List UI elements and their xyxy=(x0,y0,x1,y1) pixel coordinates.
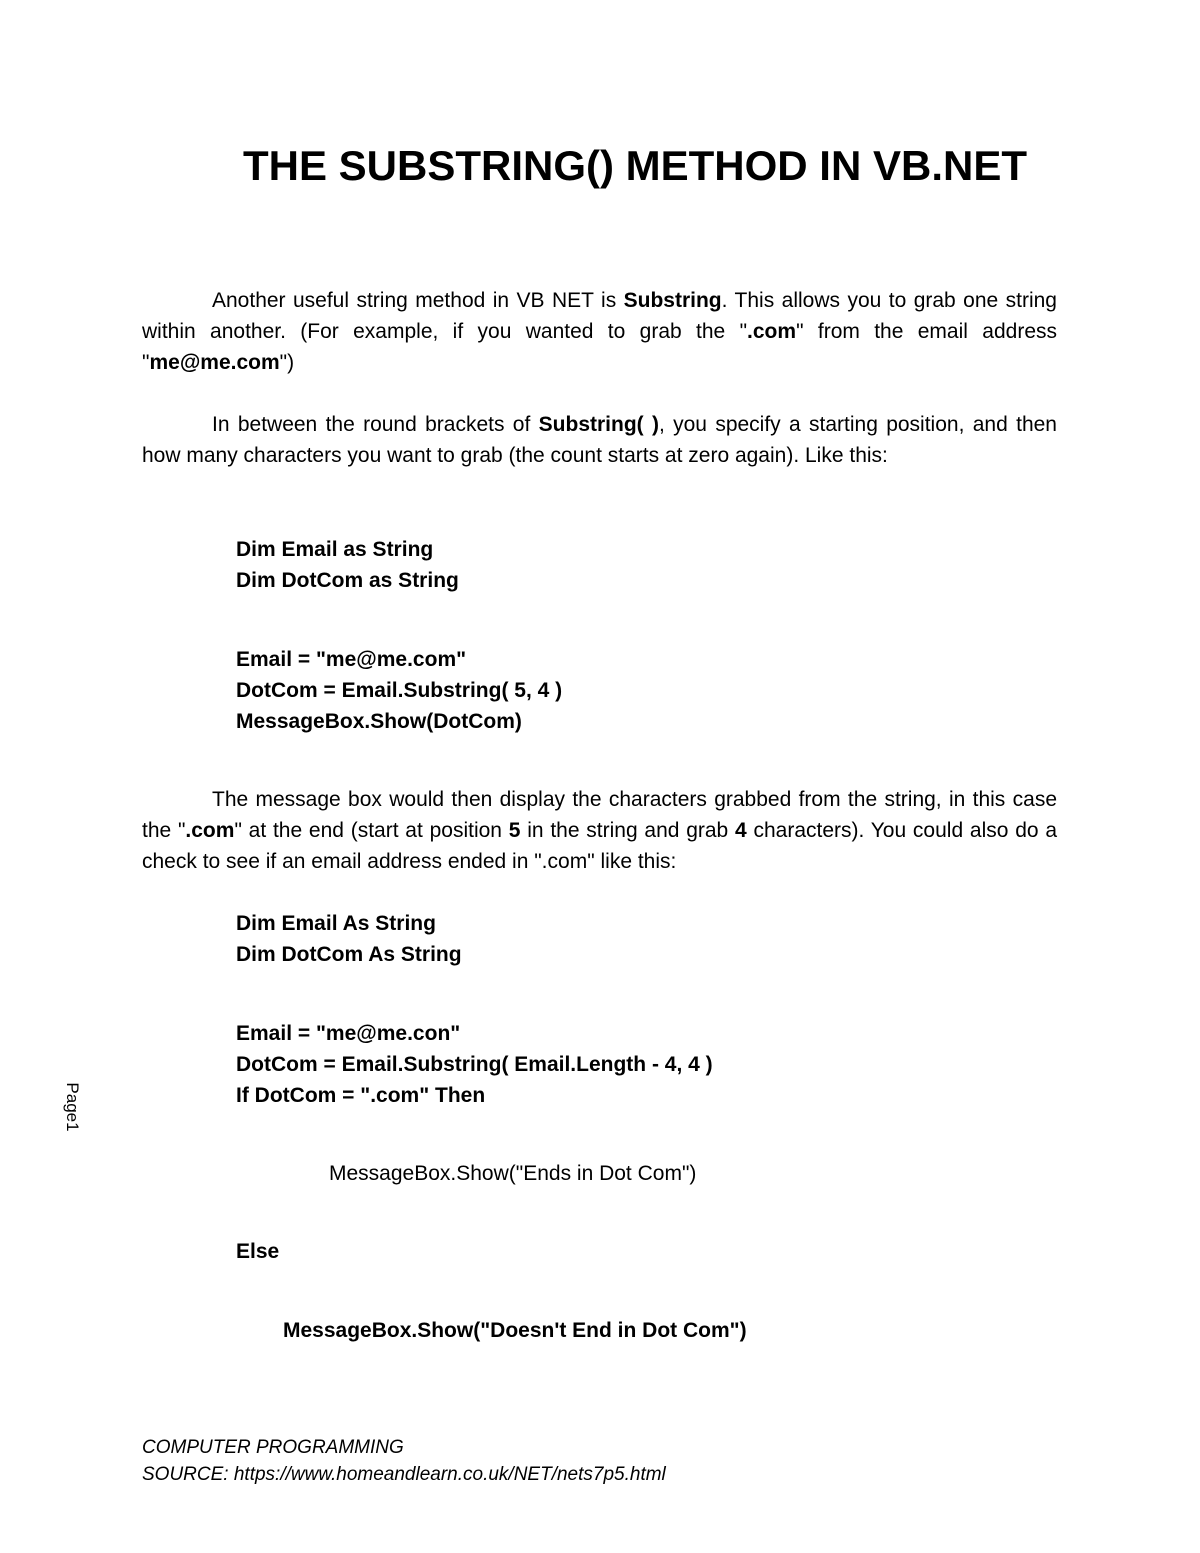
paragraph-brackets xyxy=(142,409,1057,471)
paragraph-intro xyxy=(142,285,1057,378)
code-line: MessageBox.Show("Doesn't End in Dot Com") xyxy=(283,1319,747,1342)
page-number-label: Page1 xyxy=(63,1082,82,1132)
bold-term: 4 xyxy=(735,819,747,842)
bold-term: Substring( ) xyxy=(538,413,659,436)
code-line: MessageBox.Show(DotCom) xyxy=(236,710,522,733)
text-run: " at the end (start at position xyxy=(234,819,509,842)
text-run: in the string and grab xyxy=(520,819,736,842)
text-run: The message box would then display the characters grabbed from the string, in this case the " xyxy=(142,788,1057,842)
text-run: , you specify a starting position, and then how many characters you want to grab (the count starts at zero again). Like this: xyxy=(142,413,1057,467)
text-run: characters). You could also do a check to see if an email address ended in ".com" like this: xyxy=(142,819,1057,873)
code-line: Else xyxy=(236,1240,280,1263)
code-line: Email = "me@me.com" xyxy=(236,648,467,671)
code-line: DotCom = Email.Substring( 5, 4 ) xyxy=(236,679,563,702)
bold-term: 5 xyxy=(508,819,521,842)
text-run: " from the email address " xyxy=(142,320,1057,374)
code-line: Dim DotCom as String xyxy=(236,569,459,592)
footer-course: COMPUTER PROGRAMMING xyxy=(142,1437,404,1458)
text-run: Another useful string method in VB NET is xyxy=(212,289,624,312)
code-line: Dim DotCom As String xyxy=(236,943,462,966)
bold-term: .com xyxy=(747,320,797,343)
code-line: Dim Email As String xyxy=(236,912,436,935)
footer xyxy=(142,1434,666,1488)
code-line: DotCom = Email.Substring( Email.Length - 4, 4 ) xyxy=(236,1053,713,1076)
text-run: ") xyxy=(279,351,295,374)
text-run: . This allows you to grab one string within another. (For example, if you wanted to grab the " xyxy=(142,289,1057,343)
bold-term: Substring xyxy=(623,289,722,312)
bold-term: .com xyxy=(185,819,235,842)
code-line: If DotCom = ".com" Then xyxy=(236,1084,486,1107)
text-run: In between the round brackets of xyxy=(212,413,539,436)
code-line: Email = "me@me.con" xyxy=(236,1022,461,1045)
paragraph-explanation xyxy=(142,784,1057,877)
code-line: Dim Email as String xyxy=(236,538,434,561)
code-line: MessageBox.Show("Ends in Dot Com") xyxy=(329,1162,697,1185)
bold-term: me@me.com xyxy=(149,351,280,374)
page-title: THE SUBSTRING() METHOD IN VB.NET xyxy=(243,142,1027,189)
footer-source: SOURCE: https://www.homeandlearn.co.uk/NET/nets7p5.html xyxy=(142,1464,666,1485)
